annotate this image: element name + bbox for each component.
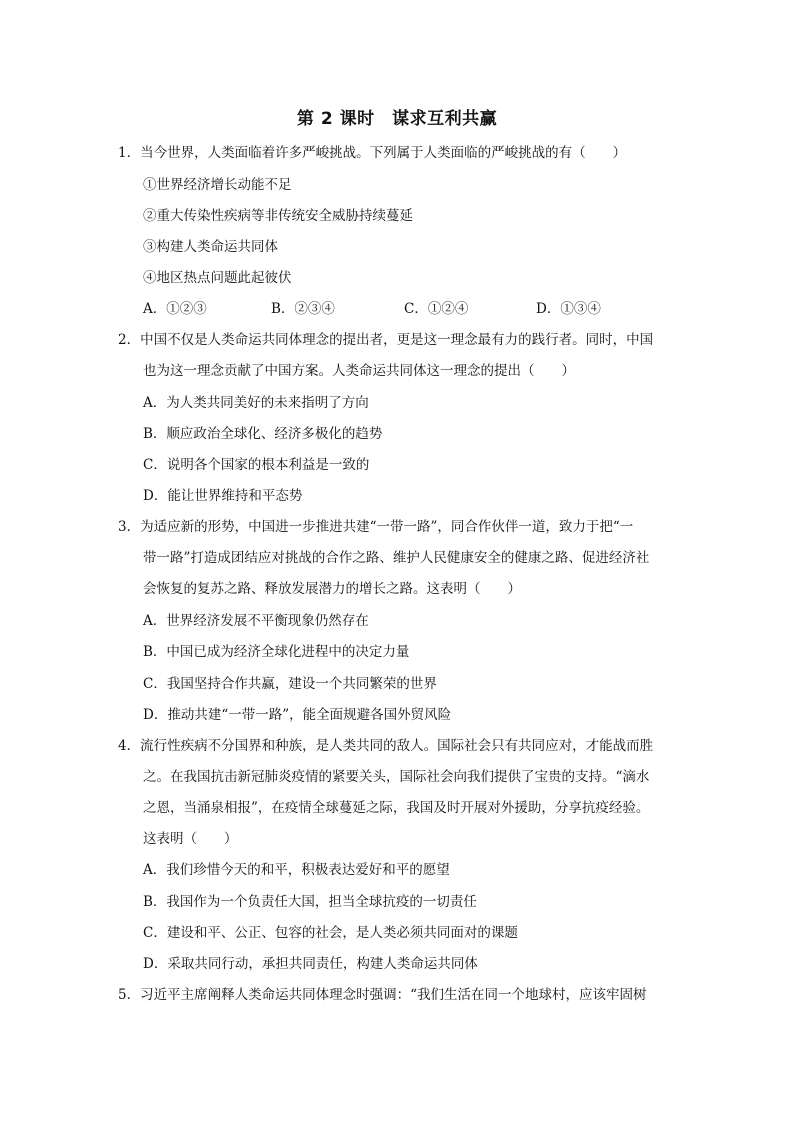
- question-2-option-a[interactable]: A．为人类共同美好的未来指明了方向: [143, 395, 369, 411]
- question-4-stem-line-3: 之恩，当涌泉相报”，在疫情全球蔓延之际，我国及时开展对外援助，分享抗疫经验。: [143, 800, 650, 816]
- question-1-statement-4: ④地区热点问题此起彼伏: [143, 270, 292, 286]
- question-1-option-a[interactable]: A．①②③: [143, 301, 207, 317]
- question-4-option-a[interactable]: A．我们珍惜今天的和平，积极表达爱好和平的愿望: [143, 862, 450, 878]
- question-4-option-c[interactable]: C．建设和平、公正、包容的社会，是人类必须共同面对的课题: [143, 925, 518, 941]
- question-4-stem-line-1: 4．流行性疾病不分国界和种族，是人类共同的敌人。国际社会只有共同应对，才能战而胜: [118, 738, 654, 754]
- question-3-option-b[interactable]: B．中国已成为经济全球化进程中的决定力量: [143, 644, 410, 660]
- question-2-stem-line-1: 2．中国不仅是人类命运共同体理念的提出者，更是这一理念最有力的践行者。同时，中国: [118, 332, 654, 348]
- question-3-option-a[interactable]: A．世界经济发展不平衡现象仍然存在: [143, 613, 369, 629]
- question-1-options: [143, 299, 663, 319]
- question-2-option-b[interactable]: B．顺应政治全球化、经济多极化的趋势: [143, 426, 383, 442]
- question-1-option-d[interactable]: D．①③④: [536, 301, 601, 317]
- question-1-option-b[interactable]: B．②③④: [271, 301, 335, 317]
- question-3-option-d[interactable]: D．推动共建“一带一路”，能全面规避各国外贸风险: [143, 707, 452, 723]
- question-3-stem-line-1: 3．为适应新的形势，中国进一步推进共建“一带一路”，同合作伙伴一道，致力于把“一: [118, 519, 634, 535]
- question-1-statement-1: ①世界经济增长动能不足: [143, 177, 292, 193]
- question-4-option-b[interactable]: B．我国作为一个负责任大国，担当全球抗疫的一切责任: [143, 894, 477, 910]
- question-1-option-c[interactable]: C．①②④: [404, 301, 469, 317]
- question-1-stem: 1．当今世界，人类面临着许多严峻挑战。下列属于人类面临的严峻挑战的有（ ）: [118, 145, 627, 161]
- question-4-stem-line-2: 之。在我国抗击新冠肺炎疫情的紧要关头，国际社会向我们提供了宝贵的支持。“滴水: [143, 769, 650, 785]
- question-4-stem-line-4: 这表明（ ）: [143, 831, 238, 847]
- question-5-stem-line-1: 5．习近平主席阐释人类命运共同体理念时强调：“我们生活在同一个地球村，应该牢固树: [118, 987, 647, 1003]
- page-title: 第 2 课时 谋求互利共赢: [296, 109, 498, 129]
- question-2-option-d[interactable]: D．能让世界维持和平态势: [143, 488, 303, 504]
- question-3-option-c[interactable]: C．我国坚持合作共赢，建设一个共同繁荣的世界: [143, 676, 437, 692]
- question-2-option-c[interactable]: C．说明各个国家的根本利益是一致的: [143, 457, 370, 473]
- question-3-stem-line-3: 会恢复的复苏之路、释放发展潜力的增长之路。这表明（ ）: [143, 581, 521, 597]
- question-1-statement-3: ③构建人类命运共同体: [143, 239, 278, 255]
- question-4-option-d[interactable]: D．采取共同行动，承担共同责任，构建人类命运共同体: [143, 956, 478, 972]
- question-1-statement-2: ②重大传染性疾病等非传统安全威胁持续蔓延: [143, 208, 413, 224]
- question-3-stem-line-2: 带一路”打造成团结应对挑战的合作之路、维护人民健康安全的健康之路、促进经济社: [143, 550, 650, 566]
- question-2-stem-line-2: 也为这一理念贡献了中国方案。人类命运共同体这一理念的提出（ ）: [143, 363, 575, 379]
